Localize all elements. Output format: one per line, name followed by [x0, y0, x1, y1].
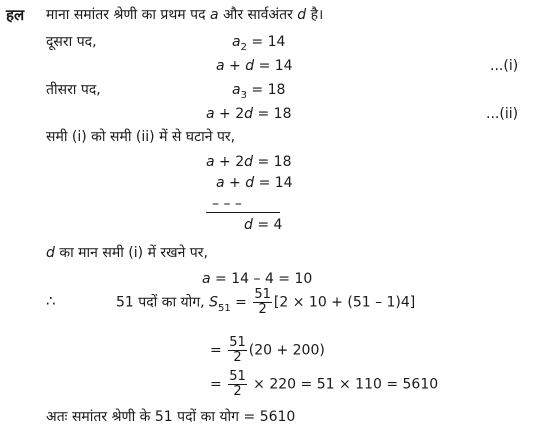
sub1-a: a: [206, 154, 215, 170]
eq2-rhs: = 18: [253, 106, 292, 122]
subtract-instruction: समी (i) को समी (ii) में से घटाने पर,: [46, 129, 236, 145]
sub2-d: d: [245, 175, 255, 191]
sub1-rhs: = 18: [253, 154, 292, 170]
fraction-51-2-c: [228, 370, 247, 399]
a2-sub: 2: [240, 42, 247, 53]
sum-S: S: [209, 294, 218, 311]
second-term-label: दूसरा पद,: [46, 34, 97, 50]
sum-expr-3: × 220 = 51 × 110 = 5610: [248, 376, 439, 393]
sub-d: d: [46, 245, 55, 261]
a2-lhs: a: [232, 34, 241, 50]
eq-sign-3: =: [210, 376, 227, 393]
substitute-text: का मान समी (i) में रखने पर,: [54, 245, 208, 261]
a3-sub: 3: [240, 90, 247, 101]
eq2-plus: + 2: [214, 106, 245, 122]
equation-ii: [206, 105, 291, 123]
subtraction-result: [244, 216, 282, 234]
intro-mid: और सार्वअंतर: [218, 7, 298, 23]
therefore-symbol: ∴: [46, 292, 56, 310]
a-value-equation: [202, 270, 312, 288]
a3-rhs: = 18: [246, 82, 286, 98]
equation-i-tag: ...(i): [490, 58, 519, 74]
sum-label: 51 पदों का योग,: [116, 294, 210, 311]
sum-expr-1: [2 × 10 + (51 – 1)4]: [273, 294, 416, 311]
eq1-plus: +: [224, 58, 246, 74]
sub1-mid: + 2: [214, 154, 245, 170]
solution-label: हल: [6, 6, 25, 24]
a3-equation: [232, 81, 285, 101]
eq1-a: a: [216, 58, 225, 74]
frac-num: 51: [254, 287, 271, 302]
third-term-label: तीसरा पद,: [46, 82, 101, 98]
var-d: d: [297, 7, 307, 23]
result-rhs: = 4: [252, 217, 283, 233]
subtraction-row-1: [206, 153, 291, 171]
var-a: a: [209, 7, 219, 23]
conclusion-line: अतः समांतर श्रेणी के 51 पदों का योग = 5610: [46, 409, 296, 425]
substitute-line: [46, 244, 208, 262]
frac-den: 2: [258, 302, 267, 317]
intro-post: है।: [306, 7, 324, 23]
eq2-a: a: [206, 106, 215, 122]
sum-sub: 51: [217, 302, 231, 314]
subtraction-rule: [206, 212, 280, 213]
aval-rhs: = 14 – 4 = 10: [210, 271, 313, 287]
sum-equation: [116, 288, 415, 319]
intro-line: [46, 6, 323, 24]
fraction-51-2: [253, 288, 272, 317]
sum-eq: =: [230, 294, 252, 311]
eq-sign-2: =: [210, 342, 227, 359]
intro-pre: माना समांतर श्रेणी का प्रथम पद: [46, 7, 210, 23]
aval-a: a: [202, 271, 211, 287]
sum-step-2: [210, 336, 325, 365]
sum-expr-2: (20 + 200): [248, 342, 325, 359]
equation-i: [216, 57, 293, 75]
frac-num-b: 51: [229, 335, 246, 350]
frac-den-b: 2: [233, 350, 242, 365]
a2-equation: [232, 33, 285, 53]
a2-rhs: = 14: [246, 34, 286, 50]
eq1-rhs: = 14: [254, 58, 293, 74]
frac-num-c: 51: [229, 369, 246, 384]
fraction-51-2-b: [228, 336, 247, 365]
sub2-mid: +: [224, 175, 246, 191]
frac-den-c: 2: [233, 384, 242, 399]
sub2-rhs: = 14: [254, 175, 293, 191]
eq1-d: d: [245, 58, 255, 74]
sub2-a: a: [216, 175, 225, 191]
sum-step-3: [210, 370, 438, 399]
sub1-d: d: [244, 154, 254, 170]
eq2-d: d: [244, 106, 254, 122]
result-d: d: [244, 217, 253, 233]
subtraction-row-2: [216, 174, 293, 192]
equation-ii-tag: ...(ii): [486, 106, 519, 122]
subtraction-signs: – – –: [212, 196, 242, 212]
a3-lhs: a: [232, 82, 241, 98]
